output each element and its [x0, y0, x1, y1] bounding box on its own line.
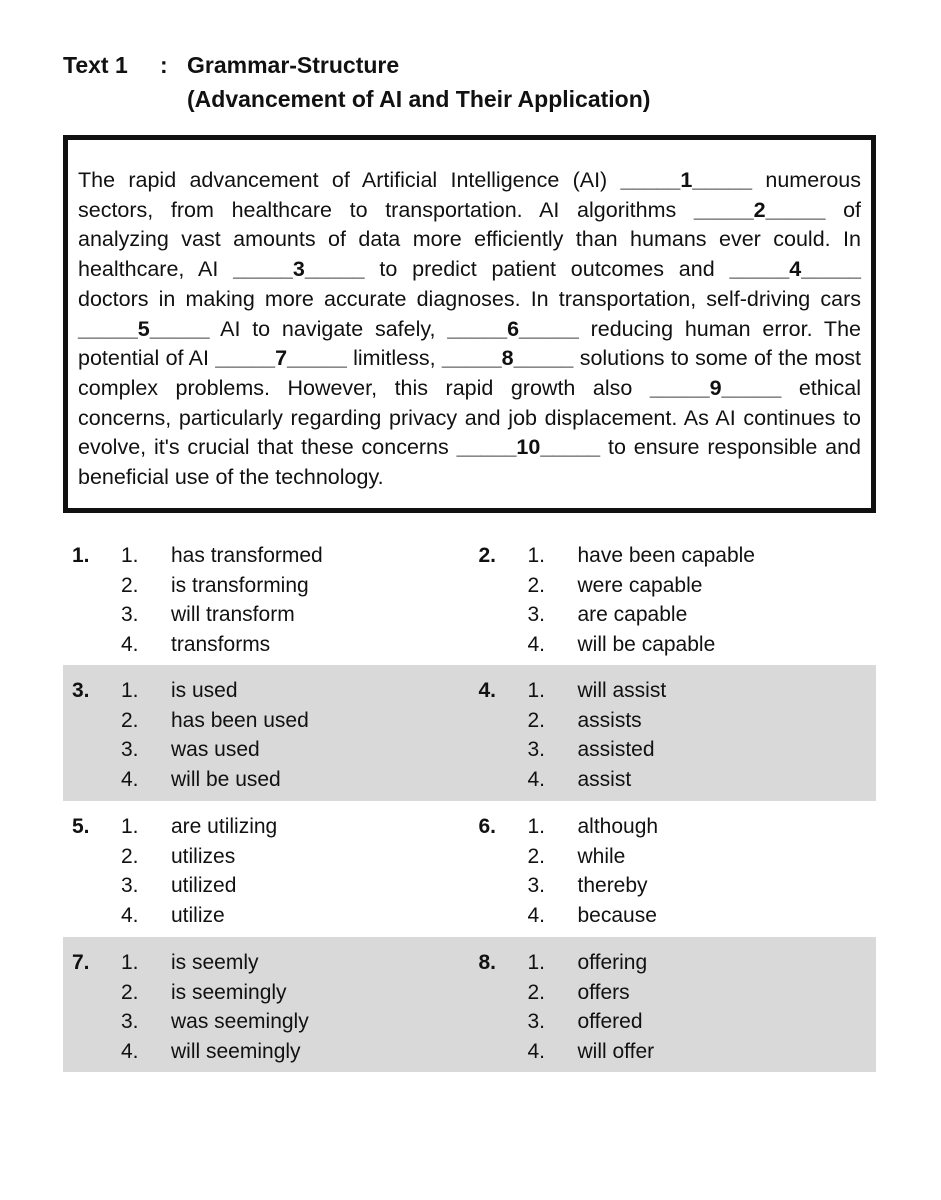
- option-text: because: [577, 904, 657, 928]
- option-item: [528, 842, 659, 872]
- option-item: [121, 871, 277, 901]
- option-item: [121, 706, 309, 736]
- option-text: transforms: [171, 633, 271, 657]
- option-list: [121, 541, 323, 660]
- option-item: [121, 812, 277, 842]
- question-row: [63, 937, 876, 1072]
- option-item: [121, 630, 323, 660]
- option-item: [528, 812, 659, 842]
- blank-8: _____8_____: [441, 346, 574, 371]
- header-colon: :: [160, 52, 168, 78]
- option-text: have been capable: [577, 544, 755, 567]
- question-number: 6.: [478, 815, 497, 838]
- option-list: [528, 948, 655, 1067]
- option-number: 1.: [121, 815, 139, 838]
- section-title: Grammar-Structure: [187, 52, 400, 78]
- blank-2: _____2_____: [693, 197, 826, 222]
- text-label: Text 1: [63, 52, 128, 78]
- passage-segment: The rapid advancement of Artificial Intelligence (AI): [78, 168, 621, 192]
- option-item: [121, 842, 277, 872]
- option-number: 1.: [527, 951, 546, 974]
- option-item: [528, 571, 756, 601]
- passage-segment: numerous sectors, from healthcare to transportation. AI algorithms: [78, 168, 861, 222]
- option-number: 1.: [527, 679, 546, 702]
- option-item: [528, 630, 756, 660]
- question-8: [470, 937, 877, 1072]
- option-text: is transforming: [171, 573, 309, 597]
- section-subtitle: (Advancement of AI and Their Application): [187, 86, 651, 112]
- passage-segment: to ensure responsible and beneficial use of the technology.: [78, 435, 861, 490]
- option-text: has transformed: [171, 544, 323, 567]
- passage-segment: ethical concerns, particularly regarding privacy and job displacement. As AI continues to evolve, it's crucial that these concerns: [78, 375, 861, 460]
- option-number: 3.: [121, 1010, 139, 1034]
- option-text: were capable: [577, 573, 703, 597]
- option-text: will offer: [577, 1040, 655, 1064]
- blank-4: _____4_____: [729, 257, 861, 282]
- passage-segment: of analyzing vast amounts of data more efficiently than humans ever could. In healthcare, AI: [78, 197, 861, 282]
- option-item: [121, 600, 323, 630]
- option-list: [528, 541, 756, 660]
- question-row: [63, 801, 876, 937]
- question-grid: [63, 530, 876, 1072]
- question-row: [63, 530, 876, 665]
- option-number: 4.: [121, 768, 139, 792]
- question-1: [63, 530, 470, 665]
- option-list: [121, 812, 277, 931]
- question-number: 8.: [478, 951, 497, 974]
- option-list: [121, 676, 309, 795]
- option-text: assist: [577, 768, 632, 792]
- option-number: 3.: [527, 1010, 546, 1034]
- option-text: although: [577, 815, 659, 838]
- option-item: [121, 541, 323, 571]
- option-number: 4.: [527, 904, 546, 928]
- option-number: 3.: [527, 738, 546, 762]
- option-number: 4.: [527, 633, 546, 657]
- option-item: [121, 978, 309, 1008]
- question-number: 2.: [478, 544, 497, 567]
- question-number: 3.: [72, 679, 90, 702]
- option-item: [121, 948, 309, 978]
- option-text: is used: [171, 679, 238, 702]
- option-list: [528, 676, 667, 795]
- option-item: [528, 676, 667, 706]
- passage-segment: to predict patient outcomes and: [364, 257, 730, 282]
- option-item: [121, 1037, 309, 1067]
- option-item: [121, 735, 309, 765]
- blank-9: _____9_____: [649, 375, 782, 400]
- passage-segment: AI to navigate safely,: [209, 316, 448, 341]
- option-number: 4.: [527, 768, 546, 792]
- option-list: [528, 812, 659, 931]
- option-number: 4.: [121, 1040, 139, 1064]
- option-number: 3.: [527, 603, 546, 627]
- option-text: utilizes: [171, 844, 236, 868]
- option-number: 1.: [121, 951, 139, 974]
- option-number: 2.: [527, 708, 546, 732]
- option-item: [528, 765, 667, 795]
- option-text: offering: [577, 951, 648, 974]
- option-text: offers: [577, 980, 630, 1004]
- option-text: was used: [171, 738, 260, 762]
- option-number: 4.: [121, 633, 139, 657]
- option-item: [121, 901, 277, 931]
- question-number: 1.: [72, 544, 90, 567]
- option-number: 3.: [121, 603, 139, 627]
- blank-10: _____10_____: [456, 435, 601, 460]
- question-row: [63, 665, 876, 801]
- question-2: [470, 530, 877, 665]
- passage-segment: limitless,: [346, 346, 442, 371]
- option-number: 2.: [527, 844, 546, 868]
- option-number: 3.: [527, 874, 546, 898]
- option-item: [528, 948, 655, 978]
- option-text: has been used: [171, 708, 309, 732]
- blank-6: _____6_____: [447, 316, 579, 341]
- option-number: 2.: [121, 980, 139, 1004]
- option-number: 3.: [121, 738, 139, 762]
- option-number: 2.: [121, 844, 139, 868]
- option-item: [528, 1037, 655, 1067]
- option-number: 3.: [121, 874, 139, 898]
- option-number: 1.: [527, 544, 546, 567]
- option-text: utilized: [171, 874, 237, 898]
- passage-segment: doctors in making more accurate diagnoses. In transportation, self-driving cars: [78, 286, 861, 311]
- option-item: [528, 871, 659, 901]
- blank-5: _____5_____: [78, 316, 210, 341]
- option-text: was seemingly: [171, 1010, 309, 1034]
- passage-segment: reducing human error. The potential of AI: [78, 316, 861, 371]
- option-text: assists: [577, 708, 642, 732]
- question-number: 7.: [72, 951, 90, 974]
- blank-3: _____3_____: [233, 257, 365, 282]
- option-number: 2.: [527, 573, 546, 597]
- option-text: will be capable: [577, 633, 716, 657]
- option-text: will be used: [171, 768, 281, 792]
- option-number: 2.: [121, 708, 139, 732]
- option-list: [121, 948, 309, 1067]
- option-item: [528, 706, 667, 736]
- option-item: [528, 541, 756, 571]
- blank-1: _____1_____: [620, 168, 753, 192]
- option-number: 4.: [527, 1040, 546, 1064]
- question-7: [63, 937, 470, 1072]
- option-item: [528, 600, 756, 630]
- option-text: utilize: [171, 904, 225, 928]
- option-number: 4.: [121, 904, 139, 928]
- option-number: 2.: [121, 573, 139, 597]
- option-number: 1.: [121, 544, 139, 567]
- option-number: 1.: [121, 679, 139, 702]
- passage-segment: solutions to some of the most complex problems. However, this rapid growth also: [78, 346, 862, 400]
- option-text: while: [577, 844, 626, 868]
- option-text: will transform: [171, 603, 295, 627]
- option-item: [121, 571, 323, 601]
- option-item: [528, 901, 659, 931]
- option-item: [528, 978, 655, 1008]
- option-item: [121, 765, 309, 795]
- option-text: offered: [577, 1010, 643, 1034]
- option-text: are capable: [577, 603, 688, 627]
- option-item: [121, 1007, 309, 1037]
- question-5: [63, 801, 470, 937]
- option-text: is seemly: [171, 951, 259, 974]
- option-item: [121, 676, 309, 706]
- blank-7: _____7_____: [215, 346, 347, 371]
- passage-text: [78, 166, 861, 493]
- question-3: [63, 665, 470, 801]
- question-number: 4.: [478, 679, 497, 702]
- option-text: will assist: [577, 679, 667, 702]
- option-text: thereby: [577, 874, 648, 898]
- option-text: will seemingly: [171, 1040, 301, 1064]
- option-number: 2.: [527, 980, 546, 1004]
- option-text: assisted: [577, 738, 655, 762]
- question-4: [470, 665, 877, 801]
- question-number: 5.: [72, 815, 90, 838]
- option-item: [528, 735, 667, 765]
- option-text: is seemingly: [171, 980, 287, 1004]
- option-item: [528, 1007, 655, 1037]
- passage-box: [63, 135, 876, 513]
- question-6: [470, 801, 877, 937]
- option-number: 1.: [527, 815, 546, 838]
- option-text: are utilizing: [171, 815, 278, 838]
